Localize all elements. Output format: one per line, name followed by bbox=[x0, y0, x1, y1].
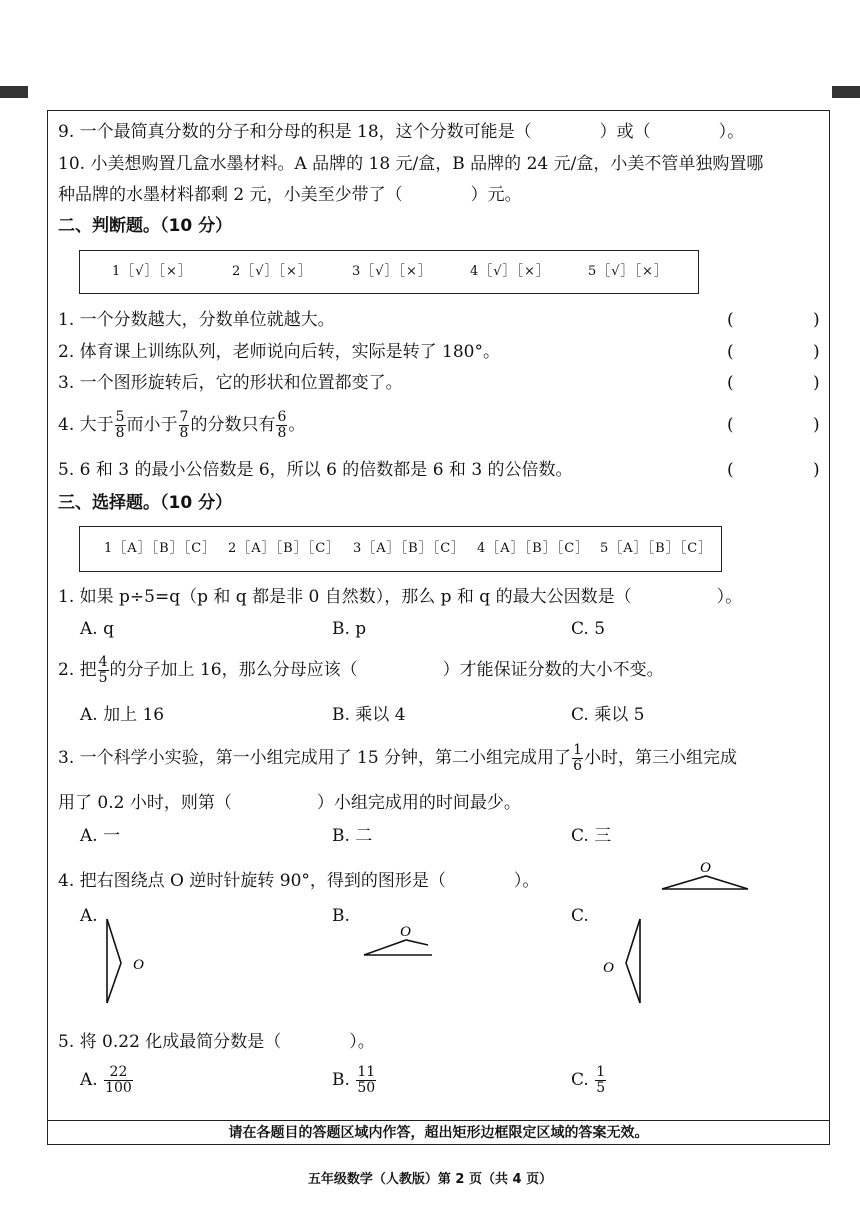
choice-4-option-b: B. bbox=[332, 906, 350, 926]
option-c-figure bbox=[600, 915, 646, 1007]
choice-2-suffix: 的分子加上 16，那么分母应该（ ）才能保证分数的大小不变。 bbox=[109, 660, 664, 680]
choice-question-3-line1 bbox=[58, 743, 737, 774]
fraction-6-8: $\frac{6}{8}$ bbox=[277, 409, 287, 441]
choice-5-a-label: A. bbox=[80, 1070, 98, 1090]
judgement-box-5[interactable]: 5［√］［×］ bbox=[588, 264, 668, 279]
choice-2-option-c: C. 乘以 5 bbox=[571, 705, 645, 725]
choice-question-3-line2: 用了 0.2 小时，则第（ ）小组完成用的时间最少。 bbox=[58, 793, 521, 813]
fraction-1-6: $\frac{1}{6}$ bbox=[573, 742, 582, 774]
judgement-paren-open-1: ( bbox=[727, 310, 734, 330]
choice-box-4[interactable]: 4［A］［B］［C］ bbox=[477, 541, 590, 556]
judgement-box-3[interactable]: 3［√］［×］ bbox=[352, 264, 432, 279]
section-title-choice: 三、选择题。（10 分） bbox=[58, 493, 233, 513]
choice-5-c-label: C. bbox=[571, 1070, 589, 1090]
judgement-item-4-mid: 而小于 bbox=[126, 415, 178, 435]
judgement-paren-open-5: ( bbox=[727, 460, 734, 480]
judgement-paren-open-4: ( bbox=[727, 415, 734, 435]
registration-mark-right bbox=[832, 86, 860, 98]
choice-box-1[interactable]: 1［A］［B］［C］ bbox=[104, 541, 217, 556]
choice-1-option-a: A. q bbox=[80, 619, 114, 639]
option-c-point-o: O bbox=[603, 960, 614, 976]
judgement-item-4-period: 。 bbox=[288, 415, 306, 435]
choice-3-option-a: A. 一 bbox=[80, 826, 121, 846]
choice-box-5[interactable]: 5［A］［B］［C］ bbox=[600, 541, 713, 556]
judgement-paren-close-1: ) bbox=[813, 310, 820, 330]
reference-figure bbox=[660, 858, 752, 894]
question-10-line1: 10. 小美想购置几盒水墨材料。A 品牌的 18 元/盒，B 品牌的 24 元/盒，小美不管单独购置哪 bbox=[58, 154, 764, 174]
fraction-11-50: $\frac{11}{50}$ bbox=[357, 1064, 376, 1096]
choice-2-option-b: B. 乘以 4 bbox=[332, 705, 406, 725]
question-9: 9. 一个最简真分数的分子和分母的积是 18，这个分数可能是（ ）或（ ）。 bbox=[58, 122, 745, 142]
judgement-paren-close-3: ) bbox=[813, 373, 820, 393]
choice-3-suffix: 小时，第三小组完成 bbox=[583, 748, 737, 768]
choice-question-2 bbox=[58, 655, 664, 686]
answer-area-notice: 请在各题目的答题区域内作答，超出矩形边框限定区域的答案无效。 bbox=[47, 1120, 830, 1145]
choice-question-4: 4. 把右图绕点 O 逆时针旋转 90°，得到的图形是（ ）。 bbox=[58, 871, 540, 891]
fraction-4-5: $\frac{4}{5}$ bbox=[98, 654, 108, 686]
choice-2-prefix: 2. 把 bbox=[58, 660, 97, 680]
judgement-paren-close-2: ) bbox=[813, 342, 820, 362]
judgement-paren-open-3: ( bbox=[727, 373, 734, 393]
fraction-22-100: $\frac{22}{100}$ bbox=[105, 1064, 132, 1096]
judgement-item-5: 5. 6 和 3 的最小公倍数是 6，所以 6 的倍数都是 6 和 3 的公倍数。 bbox=[58, 460, 573, 480]
registration-mark-left bbox=[0, 86, 28, 98]
choice-4-option-c: C. bbox=[571, 906, 589, 926]
choice-answer-box bbox=[79, 526, 722, 572]
judgement-paren-open-2: ( bbox=[727, 342, 734, 362]
judgement-item-4 bbox=[58, 410, 305, 441]
judgement-item-2: 2. 体育课上训练队列，老师说向后转，实际是转了 180°。 bbox=[58, 342, 500, 362]
choice-5-option-b bbox=[332, 1065, 377, 1096]
choice-3-prefix: 3. 一个科学小实验，第一小组完成用了 15 分钟，第二小组完成用了 bbox=[58, 748, 572, 768]
judgement-item-1: 1. 一个分数越大，分数单位就越大。 bbox=[58, 310, 335, 330]
option-a-figure bbox=[103, 915, 153, 1007]
judgement-box-4[interactable]: 4［√］［×］ bbox=[470, 264, 550, 279]
judgement-paren-close-4: ) bbox=[813, 415, 820, 435]
choice-3-option-c: C. 三 bbox=[571, 826, 612, 846]
choice-2-option-a: A. 加上 16 bbox=[80, 705, 165, 725]
judgement-box-1[interactable]: 1［√］［×］ bbox=[112, 264, 192, 279]
judgement-paren-close-5: ) bbox=[813, 460, 820, 480]
reference-point-o: O bbox=[700, 860, 711, 876]
page-footer: 五年级数学（人教版）第 2 页（共 4 页） bbox=[307, 1172, 553, 1187]
judgement-box-2[interactable]: 2［√］［×］ bbox=[232, 264, 312, 279]
choice-box-2[interactable]: 2［A］［B］［C］ bbox=[228, 541, 341, 556]
question-10-line2: 种品牌的水墨材料都剩 2 元，小美至少带了（ ）元。 bbox=[58, 185, 522, 205]
fraction-7-8: $\frac{7}{8}$ bbox=[179, 409, 189, 441]
choice-question-1: 1. 如果 p÷5=q（p 和 q 都是非 0 自然数），那么 p 和 q 的最大公因数是（ ）。 bbox=[58, 587, 743, 607]
section-title-judgement: 二、判断题。（10 分） bbox=[58, 216, 233, 236]
judgement-item-3: 3. 一个图形旋转后，它的形状和位置都变了。 bbox=[58, 373, 403, 393]
choice-5-b-label: B. bbox=[332, 1070, 350, 1090]
choice-4-option-a: A. bbox=[80, 906, 98, 926]
fraction-1-5: $\frac{1}{5}$ bbox=[596, 1064, 606, 1096]
choice-box-3[interactable]: 3［A］［B］［C］ bbox=[353, 541, 466, 556]
judgement-answer-box bbox=[79, 250, 699, 294]
judgement-item-4-end: 的分数只有 bbox=[190, 415, 276, 435]
choice-5-option-c bbox=[571, 1065, 607, 1096]
choice-1-option-c: C. 5 bbox=[571, 619, 606, 639]
option-a-point-o: O bbox=[133, 957, 144, 973]
choice-3-option-b: B. 二 bbox=[332, 826, 373, 846]
choice-1-option-b: B. p bbox=[332, 619, 367, 639]
choice-question-5: 5. 将 0.22 化成最简分数是（ ）。 bbox=[58, 1032, 375, 1052]
option-b-figure bbox=[362, 921, 434, 961]
option-b-point-o: O bbox=[400, 924, 411, 940]
judgement-item-4-prefix: 4. 大于 bbox=[58, 415, 114, 435]
fraction-5-8: $\frac{5}{8}$ bbox=[115, 409, 125, 441]
choice-5-option-a bbox=[80, 1065, 134, 1096]
